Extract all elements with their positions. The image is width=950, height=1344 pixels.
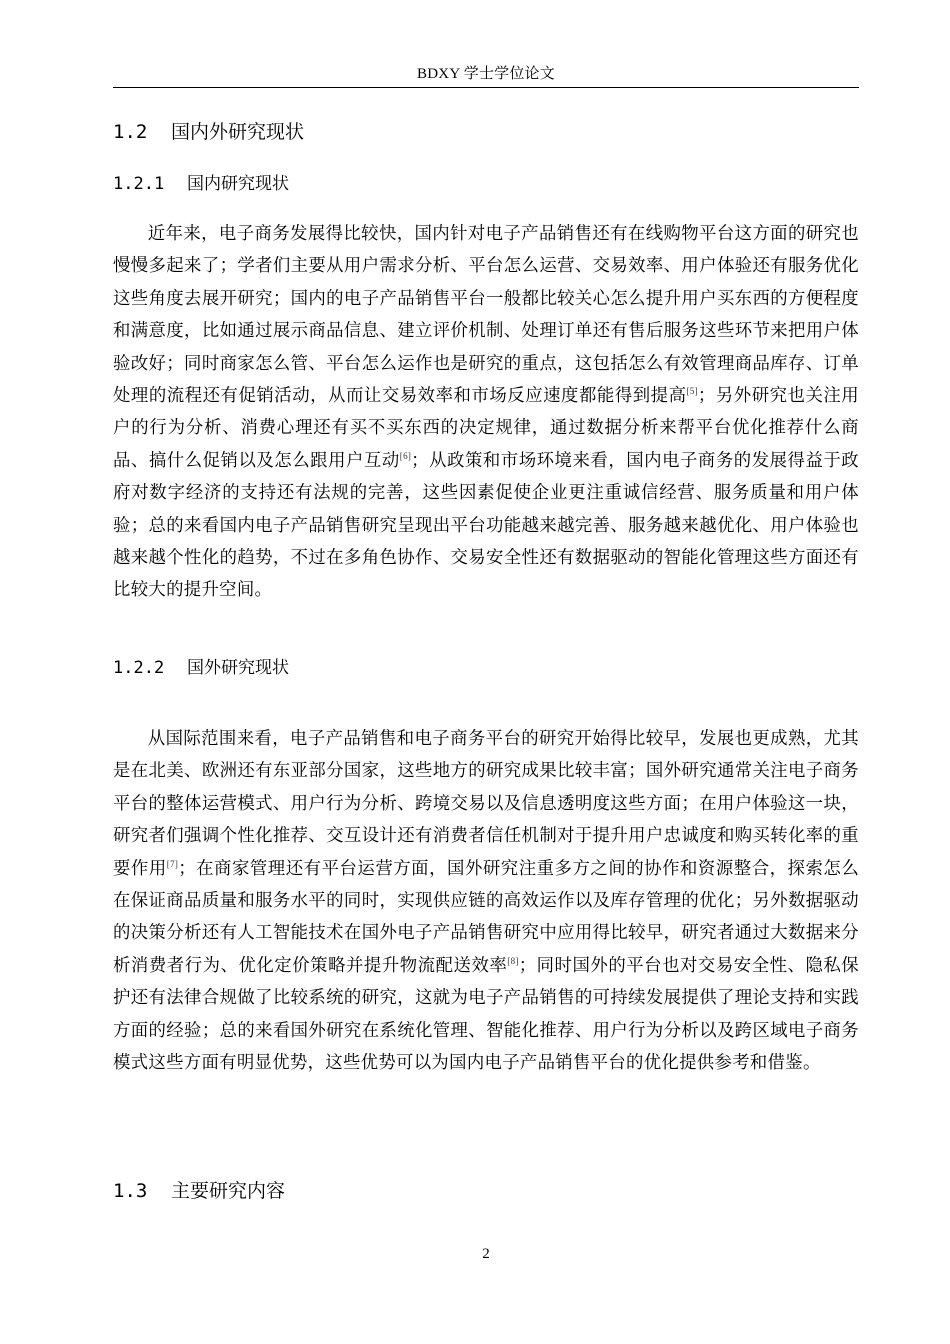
citation-ref[interactable]: [7]: [166, 858, 179, 869]
citation-ref[interactable]: [8]: [507, 956, 519, 967]
section-number: 1.2: [113, 121, 148, 143]
page-number: 2: [482, 1246, 490, 1262]
paragraph-text: ；在商家管理还有平台运营方面，国外研究注重多方之间的协作和资源整合，探索怎么在保证商品质量和服务水平的同时，实现供应链的高效运作以及库存管理的优化；另外数据驱动的决策分析还有人工智能技术在国外电子产品销售研究中应用得比较早，研究者通过大数据来分析消费者行为、优化定价策略并提升物流配送效率: [113, 858, 860, 976]
subsection-heading-1-2-1: [113, 172, 289, 196]
section-title: 主要研究内容: [171, 1180, 286, 1202]
paragraph-foreign-research: [113, 723, 859, 1079]
subsection-title: 国内研究现状: [187, 174, 289, 194]
header-rule: [113, 87, 859, 88]
section-title: 国内外研究现状: [171, 121, 305, 143]
running-header: BDXY 学士学位论文: [417, 66, 555, 82]
subsection-number: 1.2.2: [113, 658, 165, 678]
paragraph-text: ；同时国外的平台也对交易安全性、隐私保护还有法律合规做了比较系统的研究，这就为电子产品销售的可持续发展提供了理论支持和实践方面的经验；总的来看国外研究在系统化管理、智能化推荐、用户行为分析以及跨区域电子商务模式这些方面有明显优势，这些优势可以为国内电子产品销售平台的优化提供参考和借鉴。: [113, 955, 859, 1074]
paragraph-text: 近年来，电子商务发展得比较快，国内针对电子产品销售还有在线购物平台这方面的研究也慢慢多起来了；学者们主要从用户需求分析、平台怎么运营、交易效率、用户体验还有服务优化这些角度去展开研究；国内的电子产品销售平台一般都比较关心怎么提升用户买东西的方便程度和满意度，比如通过展示商品信息、建立评价机制、处理订单还有售后服务这些环节来把用户体验改好；同时商家怎么管、平台怎么运作也是研究的重点，这包括怎么有效管理商品库存、订单处理的流程还有促销活动，从而让交易效率和市场反应速度都能得到提高: [113, 224, 859, 407]
subsection-title: 国外研究现状: [187, 658, 289, 678]
subsection-number: 1.2.1: [113, 174, 165, 194]
section-number: 1.3: [113, 1180, 148, 1202]
paragraph-text: ；另外研究也关注用户的行为分析、消费心理还有买不买东西的决定规律，通过数据分析来帮平台优化推荐什么商品、搞什么促销以及怎么跟用户互动: [113, 386, 859, 471]
citation-ref[interactable]: [6]: [399, 451, 412, 462]
paragraph-domestic-research: [113, 218, 859, 607]
paragraph-text: 从国际范围来看，电子产品销售和电子商务平台的研究开始得比较早，发展也更成熟，尤其是在北美、欧洲还有东亚部分国家，这些地方的研究成果比较丰富；国外研究通常关注电子商务平台的整体运营模式、用户行为分析、跨境交易以及信息透明度这些方面；在用户体验这一块，研究者们强调个性化推荐、交互设计还有消费者信任机制对于提升用户忠诚度和购买转化率的重要作用: [113, 729, 859, 879]
section-heading-1-3: [113, 1178, 285, 1204]
paragraph-text: ；从政策和市场环境来看，国内电子商务的发展得益于政府对数字经济的支持还有法规的完善，这些因素促使企业更注重诚信经营、服务质量和用户体验；总的来看国内电子产品销售研究呈现出平台功能越来越完善、服务越来越优化、用户体验也越来越个性化的趋势，不过在多角色协作、交易安全性还有数据驱动的智能化管理这些方面还有比较大的提升空间。: [113, 450, 859, 601]
citation-ref[interactable]: [5]: [686, 386, 698, 397]
section-heading-1-2: [113, 119, 304, 145]
subsection-heading-1-2-2: [113, 656, 289, 680]
